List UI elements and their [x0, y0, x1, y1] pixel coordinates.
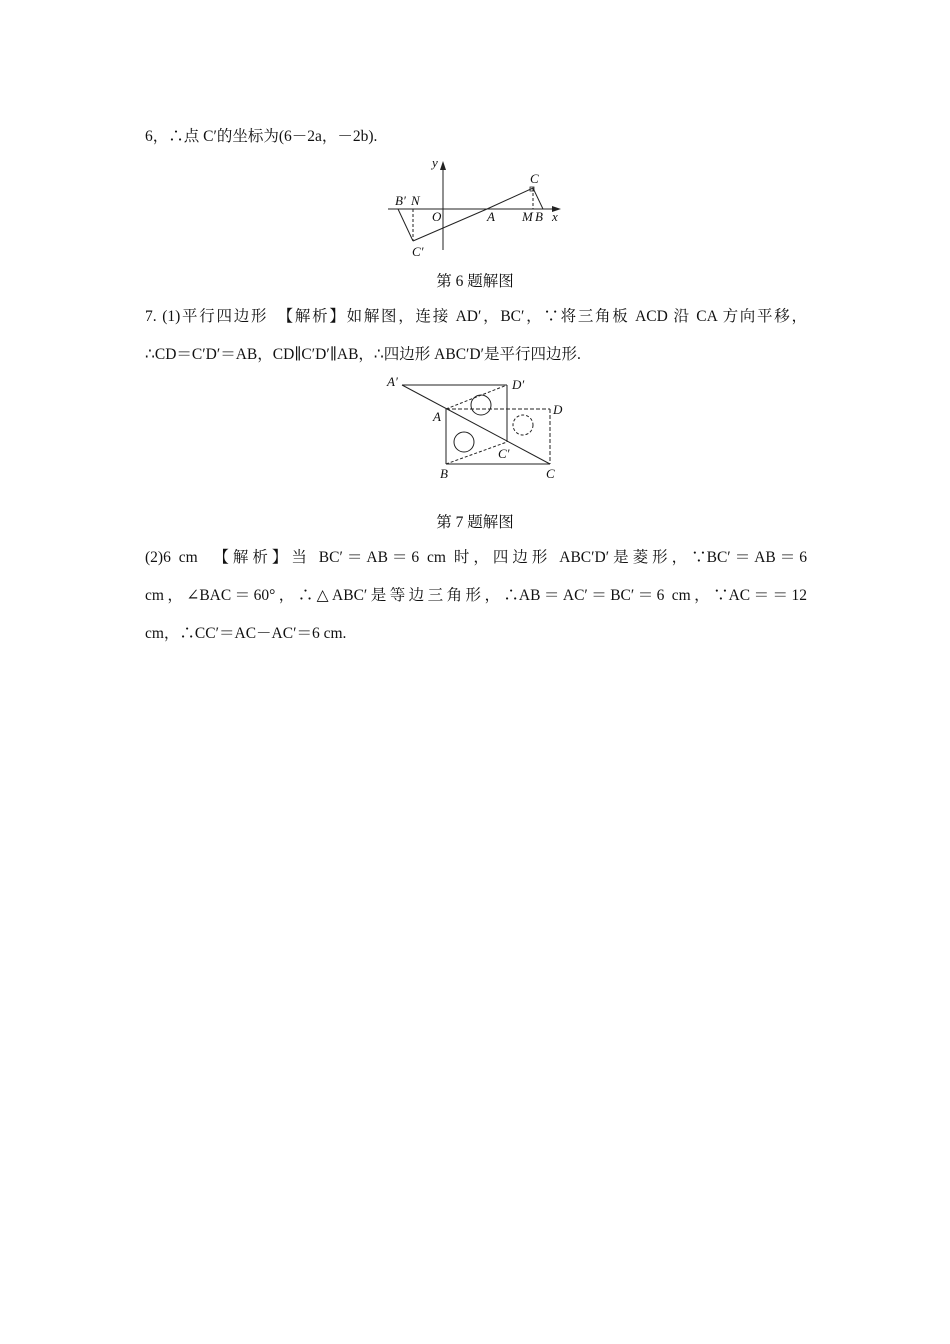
label-B: B — [440, 466, 448, 481]
label-C: C — [530, 171, 539, 186]
label-x: x — [552, 209, 558, 224]
label-y: y — [432, 155, 438, 170]
p7-2-line2: cm，∠BAC＝60°，∴△ABC′是等边三角形，∴AB＝AC′＝BC′＝6 cm，∵AC＝＝12 — [145, 587, 807, 604]
label-B: B — [535, 209, 543, 224]
label-O: O — [432, 209, 442, 224]
p7-2-line3: cm，∴CC′＝AC－AC′＝6 cm. — [145, 625, 347, 642]
label-N: N — [411, 193, 420, 208]
figure-6-caption: 第 6 题解图 — [436, 273, 514, 290]
label-D-prime: D′ — [512, 377, 525, 392]
label-A-prime: A′ — [387, 374, 398, 389]
label-A: A — [487, 209, 495, 224]
label-C-prime: C′ — [412, 244, 424, 259]
label-C: C — [546, 466, 555, 481]
label-M: M — [522, 209, 533, 224]
label-B-prime: B′ — [395, 193, 406, 208]
p7-1-line1: 7. (1)平行四边形 【解析】如解图，连接 AD′，BC′，∵将三角板 ACD 沿 CA 方向平移， — [145, 308, 807, 325]
label-D: D — [553, 402, 563, 417]
p6-line1: 6，∴点 C′的坐标为(6－2a，－2b). — [145, 128, 378, 145]
p7-1-line2: ∴CD＝C′D′＝AB，CD∥C′D′∥AB，∴四边形 ABC′D′是平行四边形. — [145, 346, 581, 363]
figure-7-caption: 第 7 题解图 — [436, 514, 514, 531]
label-A: A — [433, 409, 441, 424]
figure-6-coordinate-diagram — [380, 150, 580, 270]
label-C-prime: C′ — [498, 446, 510, 461]
figure-7-parallelogram-diagram — [380, 370, 580, 490]
p7-2-line1: (2)6 cm 【解析】当 BC′＝AB＝6 cm 时，四边形 ABC′D′是菱形，∵BC′＝AB＝6 — [145, 549, 807, 566]
